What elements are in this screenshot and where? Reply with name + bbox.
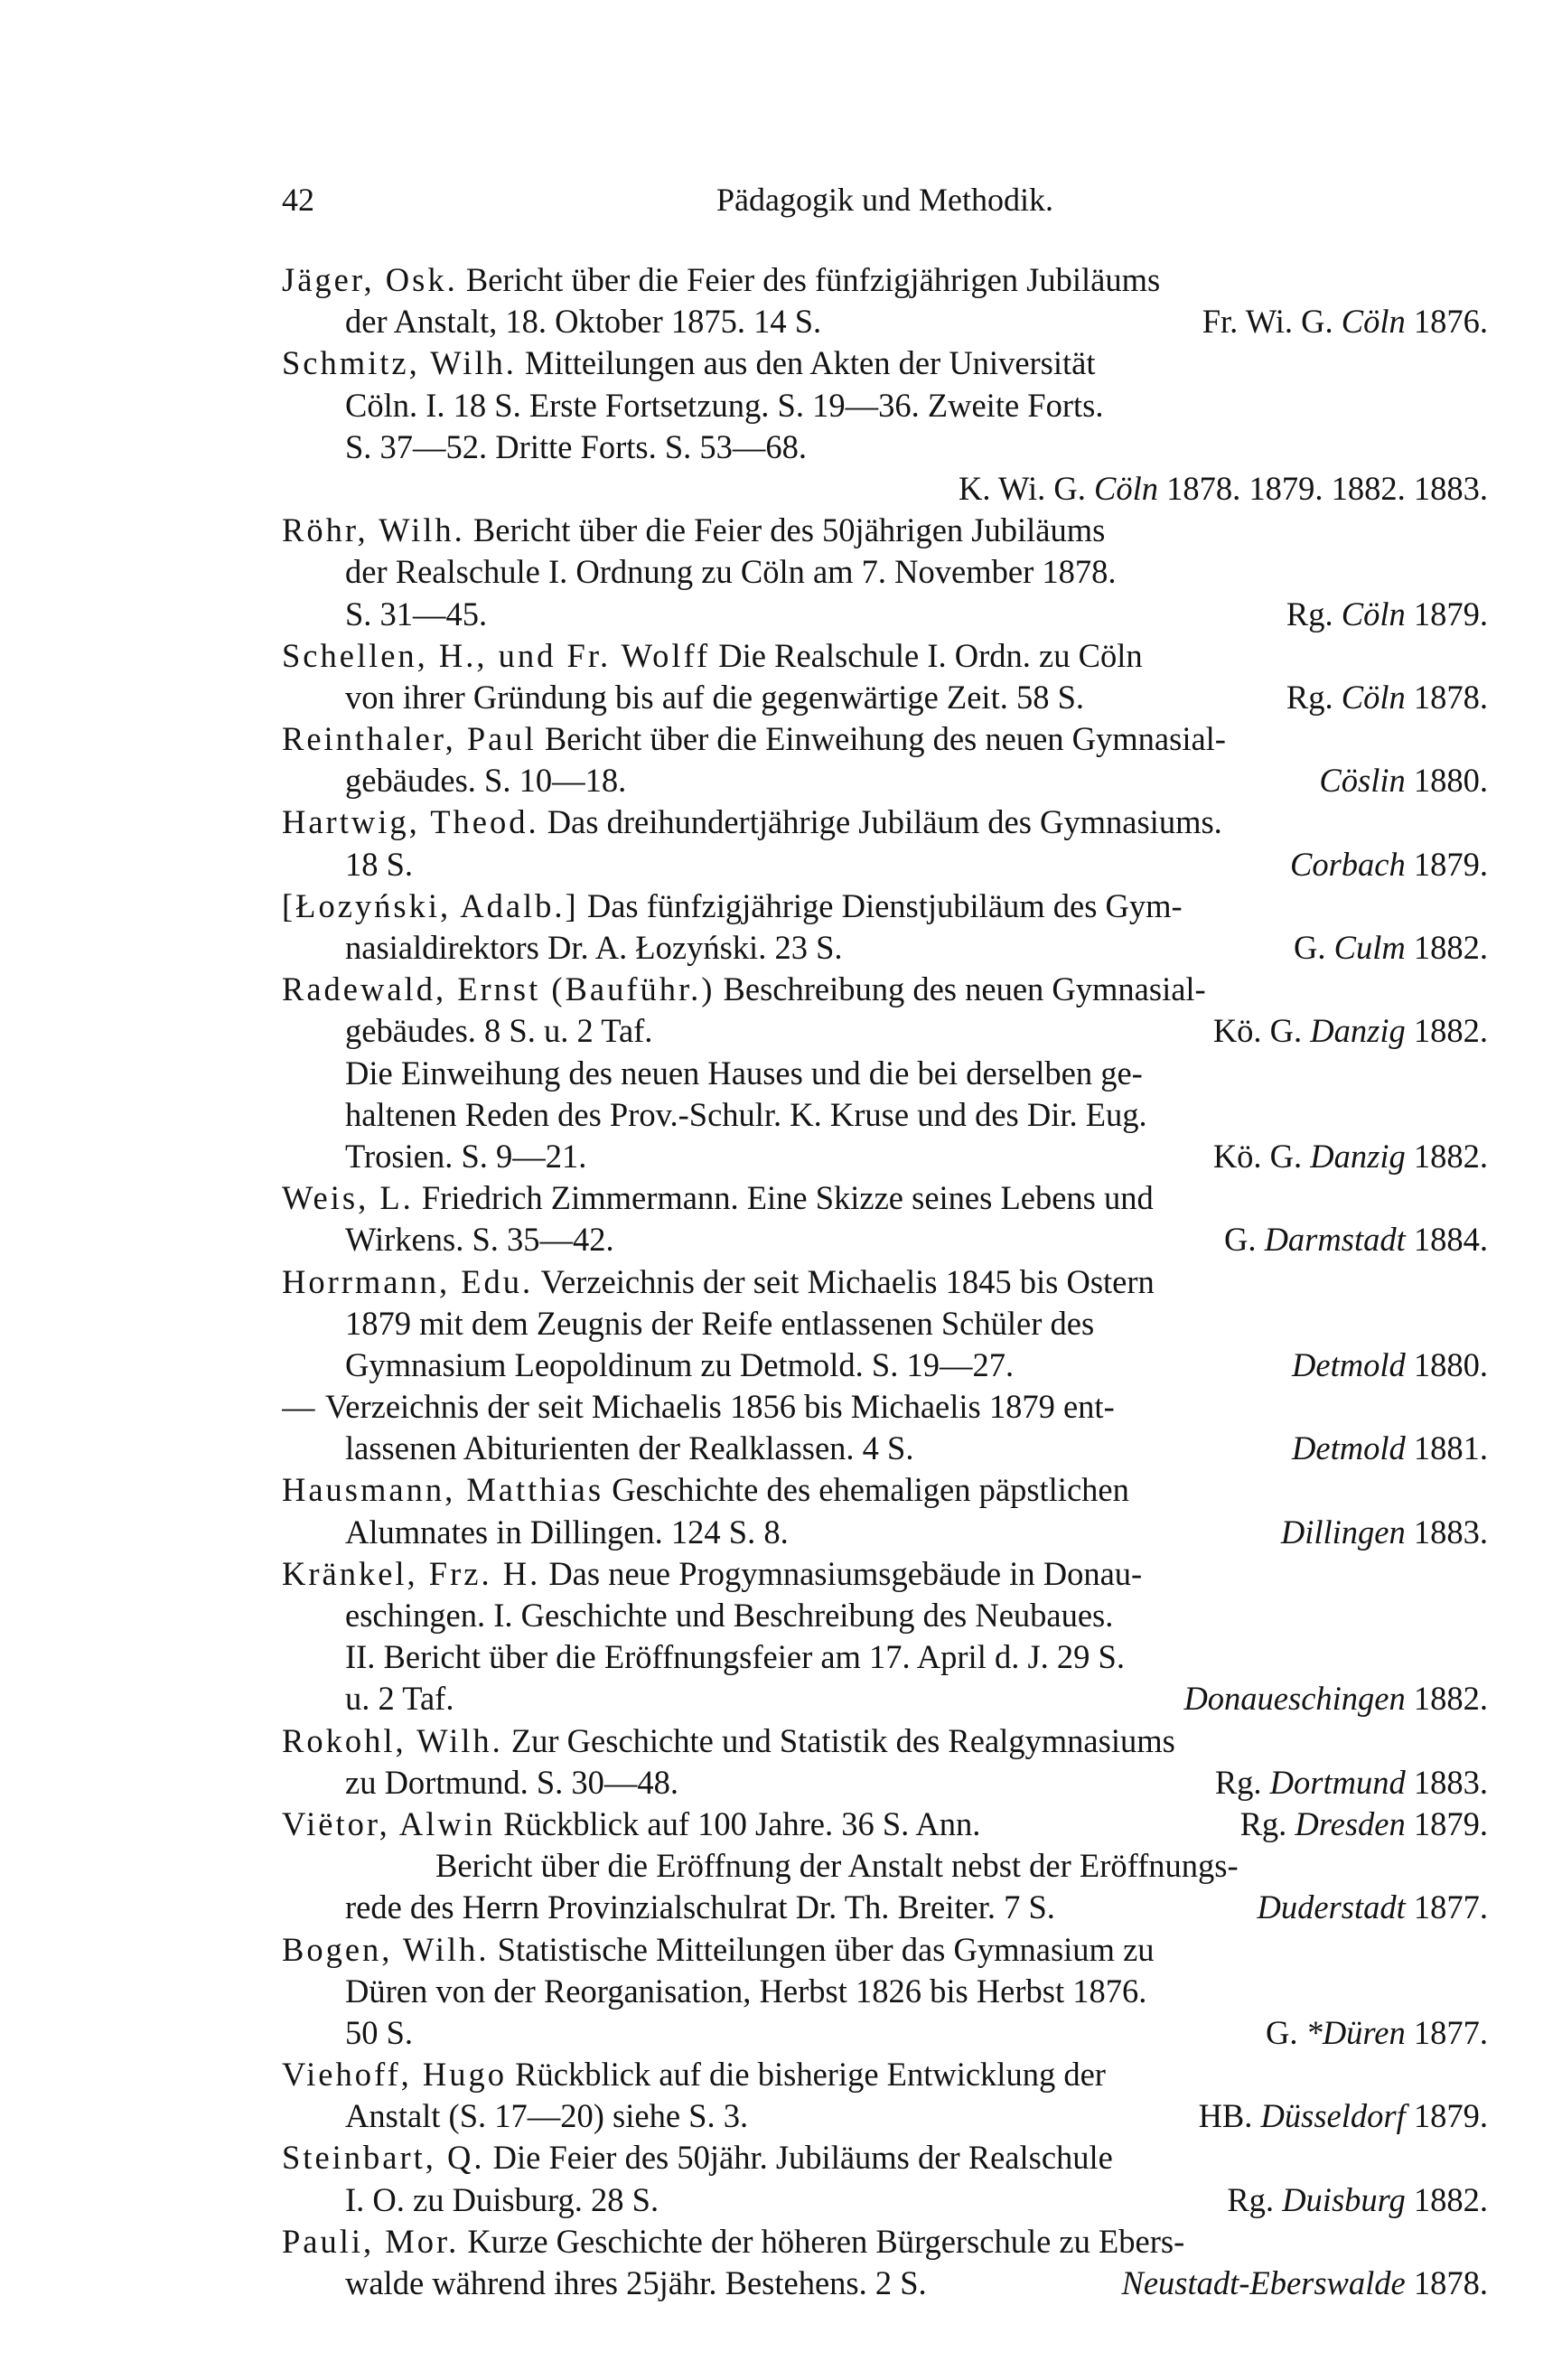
entry-author: Hausmann, Matthias	[282, 1471, 604, 1509]
page-number: 42	[282, 182, 314, 218]
entry-author: Weis, L.	[282, 1179, 414, 1217]
spacer	[413, 2012, 1266, 2054]
entry-imprint	[1294, 927, 1488, 969]
entry-text: 1879 mit dem Zeugnis der Reife entlassenen Schüler des	[345, 1304, 1095, 1342]
entry-author: —	[282, 1388, 318, 1426]
school-type: Rg.	[1239, 1804, 1295, 1842]
entry-text: Radewald, Ernst (Bauführ.) Beschreibung des neuen Gymnasial-	[282, 970, 1206, 1008]
entry-continuation-line	[282, 301, 1488, 342]
entry-text: Viehoff, Hugo Rückblick auf die bisherige Entwicklung der	[282, 2056, 1106, 2094]
spacer	[586, 1136, 1212, 1177]
publication-year: 1882.	[1405, 929, 1488, 966]
entry-imprint	[1290, 844, 1488, 885]
publication-place: Cöln	[1094, 469, 1158, 507]
entry-author: Rokohl, Wilh.	[282, 1721, 503, 1759]
spacer	[927, 2263, 1122, 2304]
entry-text: II. Bericht über die Eröffnungsfeier am 17. April d. J. 29 S.	[345, 1638, 1125, 1676]
entry-first-line	[282, 801, 1488, 843]
entry-imprint	[1258, 1887, 1489, 1928]
entry-text: Hausmann, Matthias Geschichte des ehemaligen päpstlichen	[282, 1471, 1129, 1509]
entry-first-line	[282, 635, 1488, 677]
entry-text: lassenen Abiturienten der Realklassen. 4 S.	[345, 1429, 914, 1467]
entry-first-line	[282, 1804, 1488, 1845]
publication-year: 1880.	[1405, 762, 1488, 800]
entry-first-line	[282, 510, 1488, 551]
spacer	[789, 1512, 1281, 1553]
entry-continuation-line	[282, 468, 1488, 510]
entry-text: Horrmann, Edu. Verzeichnis der seit Michaelis 1845 bis Ostern	[282, 1262, 1155, 1300]
publication-year: 1884.	[1405, 1221, 1488, 1259]
publication-year: 1879.	[1405, 2097, 1488, 2135]
entry-text: walde während ihres 25jähr. Bestehens. 2 S.	[345, 2264, 927, 2301]
entry-imprint	[1266, 2012, 1488, 2054]
entry-imprint	[1183, 1678, 1488, 1719]
entry-author: Viehoff, Hugo	[282, 2056, 508, 2094]
spacer	[345, 468, 959, 510]
publication-year: 1882.	[1405, 1680, 1488, 1718]
entry-continuation-line	[282, 426, 1488, 468]
bibliography-entry	[282, 510, 1488, 635]
publication-year: 1883.	[1405, 1763, 1488, 1801]
entry-author: Viëtor, Alwin	[282, 1804, 496, 1842]
entry-imprint	[1213, 1010, 1488, 1052]
entry-text: gebäudes. 8 S. u. 2 Taf.	[345, 1012, 653, 1050]
entry-continuation-line	[282, 551, 1488, 593]
bibliography-entry	[282, 1177, 1488, 1260]
entry-continuation-line	[282, 1010, 1488, 1052]
bibliography-entry	[282, 969, 1488, 1177]
entry-continuation-line	[282, 1053, 1488, 1094]
publication-place: Cöslin	[1319, 762, 1406, 800]
entry-continuation-line	[282, 760, 1488, 801]
entry-first-line	[282, 1553, 1488, 1595]
entry-continuation-line	[282, 1887, 1488, 1928]
bibliography-entry	[282, 1553, 1488, 1720]
publication-year: 1878.	[1405, 678, 1488, 716]
entry-imprint	[1286, 677, 1488, 718]
entry-text: Trosien. S. 9—21.	[345, 1137, 587, 1175]
entry-author: Jäger, Osk.	[282, 261, 458, 298]
bibliography-entry	[282, 801, 1488, 885]
entry-text: Die Einweihung des neuen Hauses und die bei derselben ge-	[345, 1054, 1143, 1092]
bibliography-entry	[282, 1386, 1488, 1469]
school-type: HB.	[1198, 2097, 1261, 2135]
entry-continuation-line	[282, 1345, 1488, 1386]
spacer	[1014, 1345, 1292, 1386]
spacer	[652, 1010, 1212, 1052]
school-type: G.	[1223, 1221, 1265, 1259]
entry-text: u. 2 Taf.	[345, 1680, 454, 1718]
entry-text: Cöln. I. 18 S. Erste Fortsetzung. S. 19—36. Zweite Forts.	[345, 386, 1104, 424]
school-type: Rg.	[1286, 678, 1342, 716]
entry-imprint	[1213, 1136, 1488, 1177]
publication-year: 1882.	[1405, 1012, 1488, 1050]
entry-text: Alumnates in Dillingen. 124 S. 8.	[345, 1513, 789, 1551]
bibliography-entry	[282, 1261, 1488, 1387]
bibliography-entry	[282, 718, 1488, 801]
publication-place: Darmstadt	[1264, 1221, 1406, 1259]
publication-place: Duderstadt	[1257, 1888, 1406, 1926]
spacer	[1084, 677, 1286, 718]
publication-place: Donaueschingen	[1183, 1680, 1406, 1718]
spacer	[821, 301, 1202, 342]
entry-text: Reinthaler, Paul Bericht über die Einweihung des neuen Gymnasial-	[282, 720, 1226, 758]
entry-imprint	[1202, 301, 1488, 342]
publication-year: 1883.	[1405, 1513, 1488, 1551]
publication-place: Corbach	[1290, 845, 1406, 883]
entry-imprint	[959, 468, 1488, 510]
school-type: Rg.	[1227, 2180, 1283, 2218]
publication-year: 1879.	[1405, 595, 1488, 632]
publication-place: Dillingen	[1280, 1513, 1406, 1551]
entry-first-line	[282, 2137, 1488, 2179]
entry-imprint	[1227, 2179, 1488, 2221]
entry-continuation-line	[282, 1636, 1488, 1678]
entry-text: Schellen, H., und Fr. Wolff Die Realschule I. Ordn. zu Cöln	[282, 636, 1143, 674]
entry-text: Bericht über die Eröffnung der Anstalt nebst der Eröffnungs-	[435, 1847, 1239, 1885]
entry-continuation-line	[282, 2263, 1488, 2304]
entry-text: der Realschule I. Ordnung zu Cöln am 7. November 1878.	[345, 553, 1117, 591]
entry-text: Pauli, Mor. Kurze Geschichte der höheren Bürgerschule zu Ebers-	[282, 2222, 1185, 2260]
entry-continuation-line	[282, 1219, 1488, 1260]
bibliography-entry	[282, 2221, 1488, 2304]
entry-continuation-line	[282, 844, 1488, 885]
entry-imprint	[1319, 760, 1488, 801]
bibliography-entry	[282, 259, 1488, 342]
publication-year: 1877.	[1405, 2013, 1488, 2051]
bibliography-list	[282, 259, 1488, 2304]
bibliography-entry	[282, 1804, 1488, 1929]
school-type: Rg.	[1286, 595, 1342, 632]
entry-text: Düren von der Reorganisation, Herbst 1826 bis Herbst 1876.	[345, 1972, 1147, 2010]
publication-year: 1879.	[1405, 845, 1488, 883]
entry-continuation-line	[282, 1303, 1488, 1345]
publication-place: Cöln	[1341, 595, 1406, 632]
entry-text: I. O. zu Duisburg. 28 S.	[345, 2180, 659, 2218]
bibliography-entry	[282, 1720, 1488, 1804]
page-header	[282, 181, 1488, 235]
spacer	[748, 2095, 1198, 2137]
entry-text: S. 37—52. Dritte Forts. S. 53—68.	[345, 427, 808, 465]
entry-first-line	[282, 259, 1488, 301]
entry-first-line	[282, 342, 1488, 384]
entry-text: rede des Herrn Provinzialschulrat Dr. Th. Breiter. 7 S.	[345, 1888, 1055, 1926]
entry-text: gebäudes. S. 10—18.	[345, 762, 627, 800]
entry-continuation-line	[282, 1845, 1488, 1887]
entry-continuation-line	[282, 1595, 1488, 1636]
school-type: G.	[1265, 2013, 1306, 2051]
entry-imprint	[1199, 2095, 1488, 2137]
spacer	[413, 844, 1290, 885]
publication-place: Detmold	[1292, 1429, 1406, 1467]
bibliography-entry	[282, 635, 1488, 718]
entry-text: — Verzeichnis der seit Michaelis 1856 bis Michaelis 1879 ent-	[282, 1388, 1115, 1426]
spacer	[614, 1219, 1224, 1260]
publication-year: 1881.	[1405, 1429, 1488, 1467]
entry-continuation-line	[282, 677, 1488, 718]
entry-author: Radewald, Ernst (Bauführ.)	[282, 970, 716, 1008]
entry-author: Horrmann, Edu.	[282, 1262, 534, 1300]
entry-continuation-line	[282, 1094, 1488, 1136]
entry-text: eschingen. I. Geschichte und Beschreibung des Neubaues.	[345, 1597, 1114, 1634]
entry-continuation-line	[282, 2095, 1488, 2137]
entry-first-line	[282, 1469, 1488, 1511]
entry-text: Steinbart, Q. Die Feier des 50jähr. Jubiläums der Realschule	[282, 2139, 1113, 2177]
entry-continuation-line	[282, 1971, 1488, 2012]
entry-text: Viëtor, Alwin Rückblick auf 100 Jahre. 36 S. Ann.	[282, 1804, 981, 1842]
entry-text: Anstalt (S. 17—20) siehe S. 3.	[345, 2097, 749, 2135]
school-type: Kö. G.	[1212, 1012, 1311, 1050]
entry-text: der Anstalt, 18. Oktober 1875. 14 S.	[345, 303, 822, 341]
entry-continuation-line	[282, 2012, 1488, 2054]
publication-place: Dortmund	[1269, 1763, 1406, 1801]
spacer	[626, 760, 1319, 801]
publication-place: Danzig	[1310, 1137, 1406, 1175]
entry-first-line	[282, 969, 1488, 1010]
spacer	[843, 927, 1295, 969]
entry-author: Schmitz, Wilh.	[282, 344, 517, 382]
publication-place: Düsseldorf	[1260, 2097, 1406, 2135]
entry-first-line	[282, 2054, 1488, 2095]
bibliography-entry	[282, 1469, 1488, 1552]
publication-year: 1878.	[1405, 2264, 1488, 2301]
entry-first-line	[282, 2221, 1488, 2263]
school-type: Fr. Wi. G.	[1202, 303, 1342, 341]
entry-imprint	[1286, 594, 1488, 635]
spacer	[1055, 1887, 1258, 1928]
entry-continuation-line	[282, 1428, 1488, 1469]
entry-text: zu Dortmund. S. 30—48.	[345, 1763, 679, 1801]
publication-place: Cöln	[1341, 303, 1406, 341]
entry-author: Schellen, H., und Fr. Wolff	[282, 636, 711, 674]
entry-text: Jäger, Osk. Bericht über die Feier des fünfzigjährigen Jubiläums	[282, 261, 1161, 298]
school-type: G.	[1294, 929, 1334, 966]
entry-continuation-line	[282, 1512, 1488, 1553]
entry-text: 18 S.	[345, 845, 414, 883]
entry-first-line	[282, 1177, 1488, 1219]
spacer	[487, 594, 1286, 635]
entry-author: Bogen, Wilh.	[282, 1930, 490, 1968]
entry-text: Hartwig, Theod. Das dreihundertjährige Jubiläum des Gymnasiums.	[282, 803, 1222, 841]
entry-author: Steinbart, Q.	[282, 2139, 485, 2177]
entry-continuation-line	[282, 385, 1488, 426]
spacer	[454, 1678, 1183, 1719]
entry-imprint	[1240, 1804, 1488, 1845]
entry-text: Schmitz, Wilh. Mitteilungen aus den Akten der Universität	[282, 344, 1096, 382]
spacer	[980, 1804, 1239, 1845]
entry-author: Röhr, Wilh.	[282, 511, 465, 549]
entry-continuation-line	[282, 927, 1488, 969]
entry-text: haltenen Reden des Prov.-Schulr. K. Kruse und des Dir. Eug.	[345, 1095, 1147, 1133]
spacer	[659, 2179, 1227, 2221]
entry-text: Weis, L. Friedrich Zimmermann. Eine Skizze seines Lebens und	[282, 1179, 1154, 1217]
entry-text: S. 31—45.	[345, 595, 488, 632]
entry-imprint	[1292, 1345, 1488, 1386]
entry-text: Kränkel, Frz. H. Das neue Progymnasiumsgebäude in Donau-	[282, 1554, 1143, 1592]
entry-author: Kränkel, Frz. H.	[282, 1554, 541, 1592]
publication-place: Cöln	[1341, 678, 1406, 716]
entry-text: Röhr, Wilh. Bericht über die Feier des 50jährigen Jubiläums	[282, 511, 1106, 549]
entry-first-line	[282, 1720, 1488, 1762]
entry-text: nasialdirektors Dr. A. Łozyński. 23 S.	[345, 929, 843, 966]
entry-text: Rokohl, Wilh. Zur Geschichte und Statistik des Realgymnasiums	[282, 1721, 1175, 1759]
running-title: Pädagogik und Methodik.	[716, 182, 1053, 218]
publication-year: 1878. 1879. 1882. 1883.	[1158, 469, 1488, 507]
bibliography-entry	[282, 885, 1488, 969]
entry-author: Reinthaler, Paul	[282, 720, 537, 758]
publication-year: 1877.	[1405, 1888, 1488, 1926]
entry-imprint	[1224, 1219, 1488, 1260]
school-type: Rg.	[1214, 1763, 1270, 1801]
entry-continuation-line	[282, 1762, 1488, 1804]
entry-text: von ihrer Gründung bis auf die gegenwärtige Zeit. 58 S.	[345, 678, 1085, 716]
publication-place: Duisburg	[1282, 2180, 1406, 2218]
publication-year: 1882.	[1405, 2180, 1488, 2218]
bibliography-entry	[282, 2054, 1488, 2137]
publication-year: 1882.	[1405, 1137, 1488, 1175]
entry-author: [Łozyński, Adalb.]	[282, 886, 579, 924]
entry-first-line	[282, 885, 1488, 927]
entry-imprint	[1292, 1428, 1488, 1469]
spacer	[678, 1762, 1215, 1804]
bibliography-entry	[282, 2137, 1488, 2220]
entry-first-line	[282, 1386, 1488, 1428]
entry-text: Bogen, Wilh. Statistische Mitteilungen über das Gymnasium zu	[282, 1930, 1155, 1968]
bibliography-entry	[282, 1929, 1488, 2055]
publication-place: Danzig	[1310, 1012, 1406, 1050]
entry-first-line	[282, 1261, 1488, 1303]
entry-continuation-line	[282, 2179, 1488, 2221]
entry-continuation-line	[282, 1678, 1488, 1719]
publication-place: *Düren	[1305, 2013, 1406, 2051]
entry-text: [Łozyński, Adalb.] Das fünfzigjährige Dienstjubiläum des Gym-	[282, 886, 1183, 924]
entry-continuation-line	[282, 594, 1488, 635]
publication-place: Detmold	[1292, 1345, 1406, 1383]
entry-author: Pauli, Mor.	[282, 2222, 460, 2260]
entry-continuation-line	[282, 1136, 1488, 1177]
entry-text: Gymnasium Leopoldinum zu Detmold. S. 19—27.	[345, 1345, 1015, 1383]
entry-imprint	[1121, 2263, 1488, 2304]
entry-imprint	[1281, 1512, 1488, 1553]
entry-first-line	[282, 1929, 1488, 1971]
publication-place: Dresden	[1295, 1804, 1406, 1842]
publication-year: 1876.	[1405, 303, 1488, 341]
bibliography-entry	[282, 342, 1488, 510]
publication-year: 1879.	[1405, 1804, 1488, 1842]
entry-text: 50 S.	[345, 2013, 414, 2051]
school-type: Kö. G.	[1212, 1137, 1311, 1175]
publication-year: 1880.	[1405, 1345, 1488, 1383]
entry-first-line	[282, 718, 1488, 760]
entry-imprint	[1215, 1762, 1488, 1804]
entry-author: Hartwig, Theod.	[282, 803, 539, 841]
entry-text: Wirkens. S. 35—42.	[345, 1221, 614, 1259]
publication-place: Culm	[1333, 929, 1406, 966]
school-type: K. Wi. G.	[959, 469, 1094, 507]
spacer	[913, 1428, 1292, 1469]
publication-place: Neustadt-Eberswalde	[1121, 2264, 1406, 2301]
